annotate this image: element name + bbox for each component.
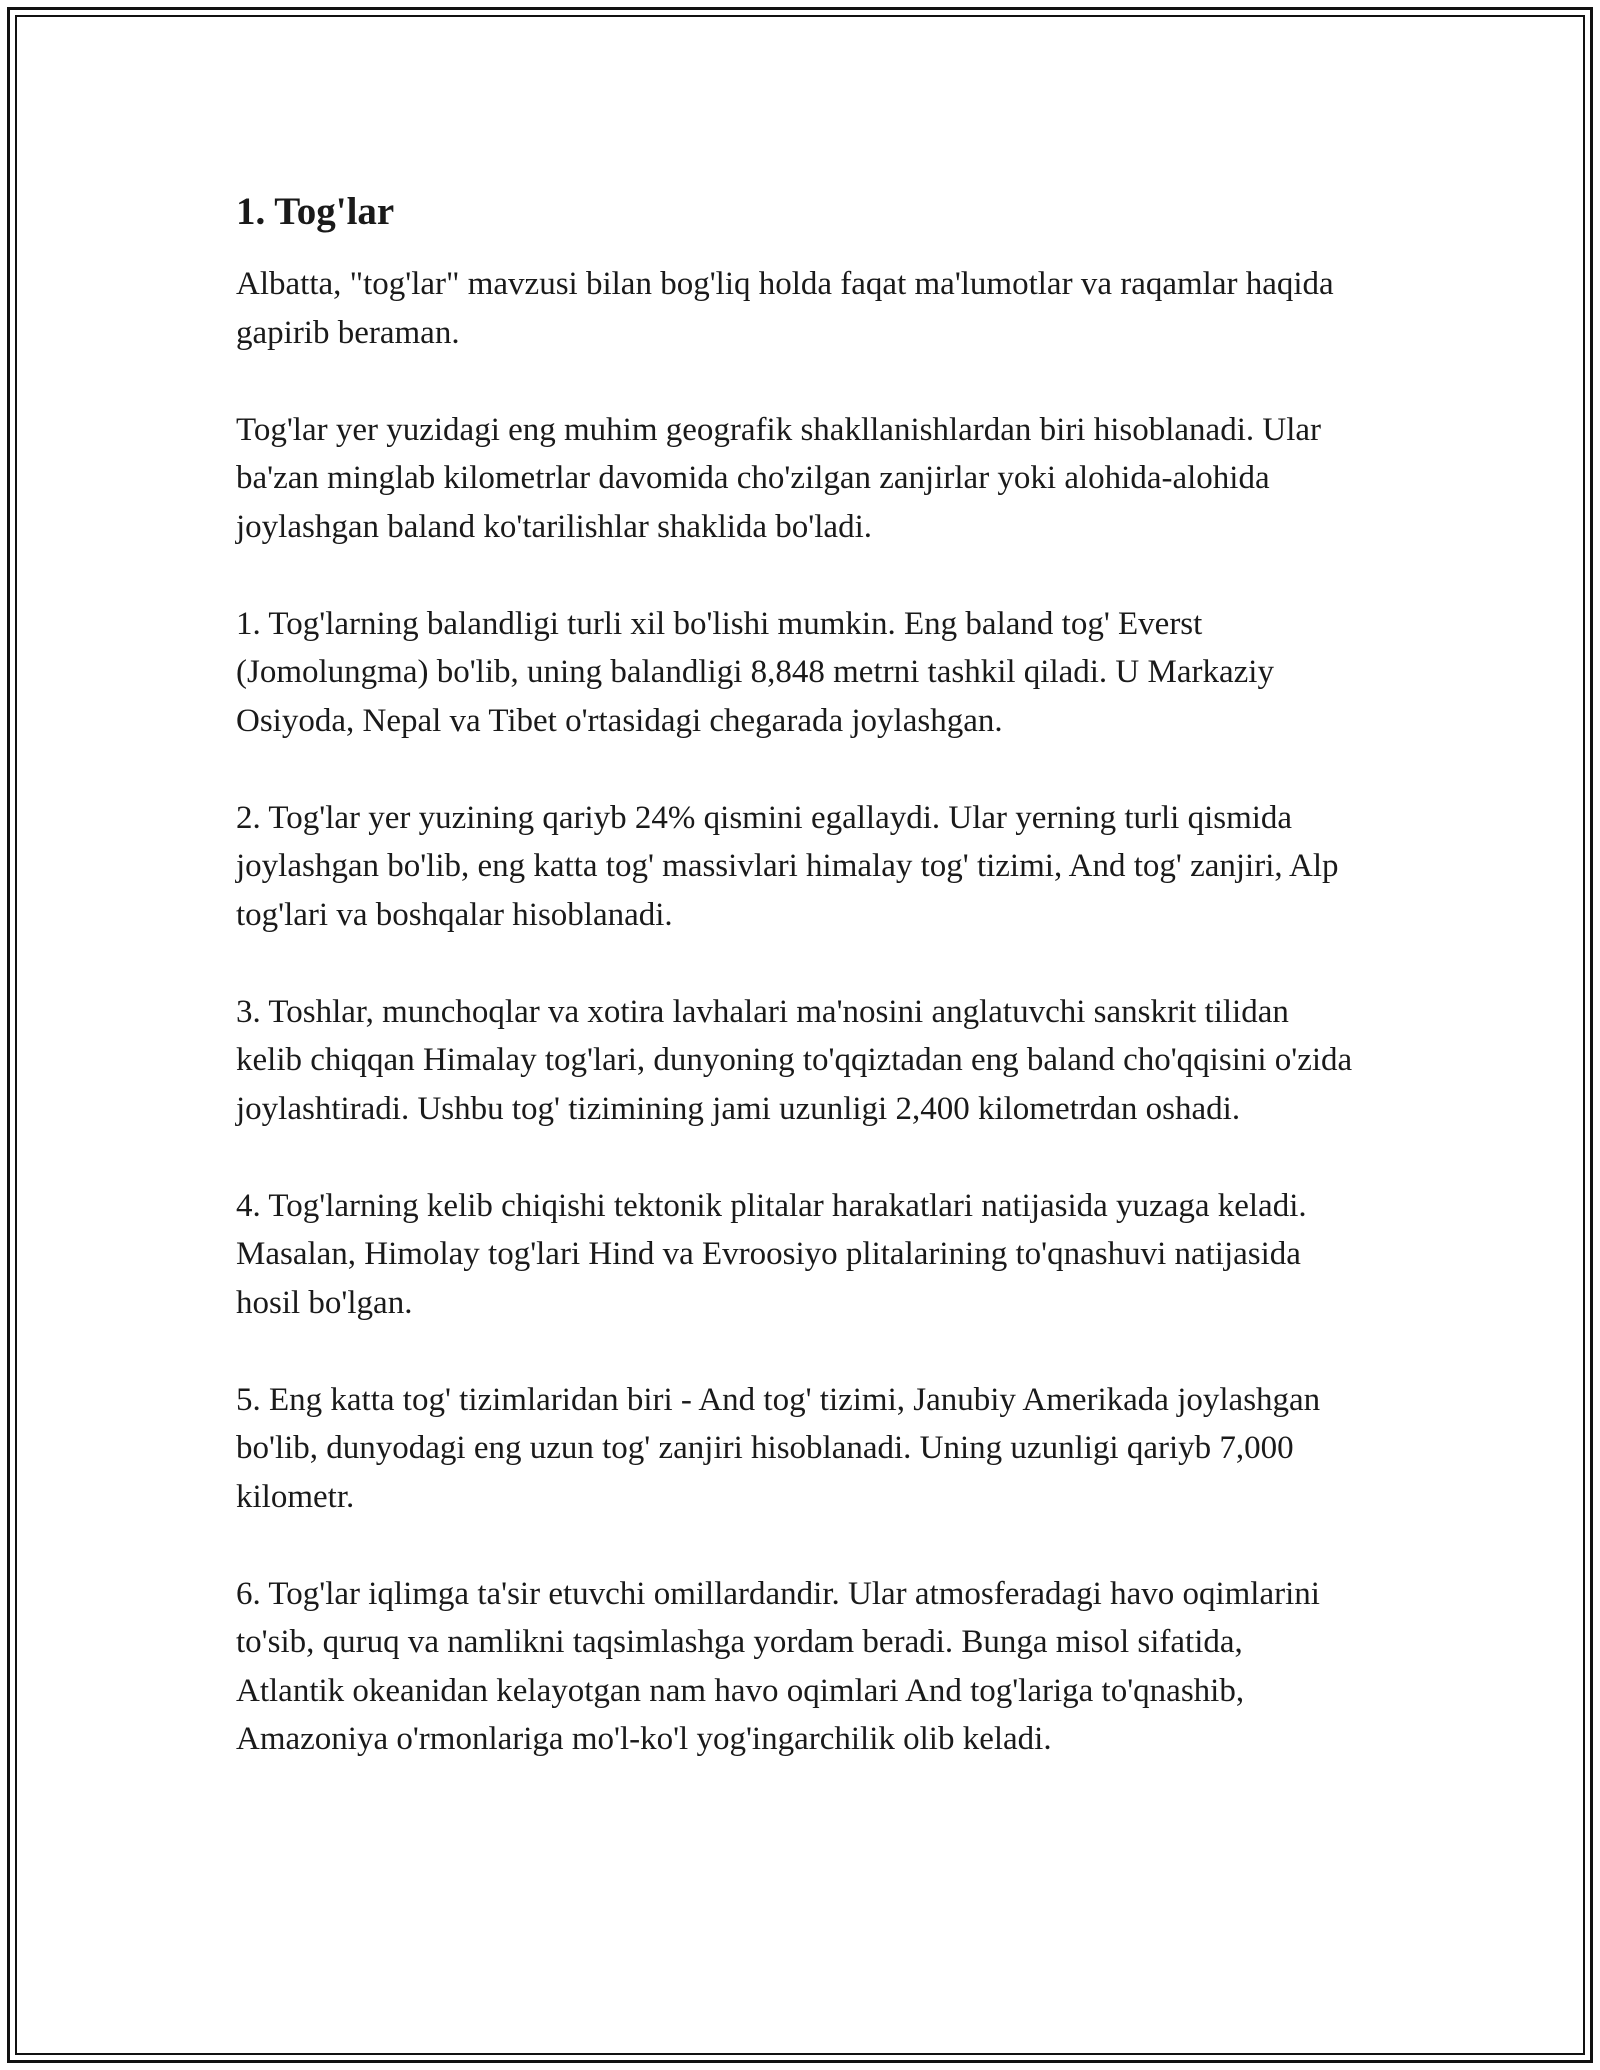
fact-paragraph-4: 4. Tog'larning kelib chiqishi tektonik plitalar harakatlari natijasida yuzaga keladi. Masalan, Himolay tog'lari Hind va Evroosiyo plitalarining to'qnashuvi natijasida hosil bo'lgan. <box>236 1187 1307 1321</box>
document-title: 1. Tog'lar <box>236 190 395 233</box>
document-body <box>236 186 1356 1812</box>
fact-paragraph-6: 6. Tog'lar iqlimga ta'sir etuvchi omillardandir. Ular atmosferadagi havo oqimlarini to'sib, quruq va namlikni taqsimlashga yordam beradi. Bunga misol sifatida, Atlantik okeanidan kelayotgan nam havo oqimlari And tog'lariga to'qnashib, Amazoniya o'rmonlariga mo'l-ko'l yog'ingarchilik olib keladi. <box>236 1575 1320 1757</box>
fact-paragraph-5: 5. Eng katta tog' tizimlaridan biri - And tog' tizimi, Janubiy Amerikada joylashgan bo'lib, dunyodagi eng uzun tog' zanjiri hisoblanadi. Uning uzunligi qariyb 7,000 kilometr. <box>236 1381 1321 1515</box>
fact-paragraph-3: 3. Toshlar, munchoqlar va xotira lavhalari ma'nosini anglatuvchi sanskrit tilidan kelib chiqqan Himalay tog'lari, dunyoning to'qqiztadan eng baland cho'qqisini o'zida joylashtiradi. Ushbu tog' tizimining jami uzunligi 2,400 kilometrdan oshadi. <box>236 993 1353 1127</box>
overview-paragraph: Tog'lar yer yuzidagi eng muhim geografik shakllanishlardan biri hisoblanadi. Ular ba'zan minglab kilometrlar davomida cho'zilgan zanjirlar yoki alohida-alohida joylashgan baland ko'tarilishlar shaklida bo'ladi. <box>236 411 1322 545</box>
fact-paragraph-1: 1. Tog'larning balandligi turli xil bo'lishi mumkin. Eng baland tog' Everst (Jomolungma) bo'lib, uning balandligi 8,848 metrni tashkil qiladi. U Markaziy Osiyoda, Nepal va Tibet o'rtasidagi chegarada joylashgan. <box>236 605 1274 739</box>
intro-paragraph: Albatta, "tog'lar" mavzusi bilan bog'liq holda faqat ma'lumotlar va raqamlar haqida gapirib beraman. <box>236 266 1334 351</box>
fact-paragraph-2: 2. Tog'lar yer yuzining qariyb 24% qismini egallaydi. Ular yerning turli qismida joylashgan bo'lib, eng katta tog' massivlari himalay tog' tizimi, And tog' zanjiri, Alp tog'lari va boshqalar hisoblanadi. <box>236 799 1339 933</box>
